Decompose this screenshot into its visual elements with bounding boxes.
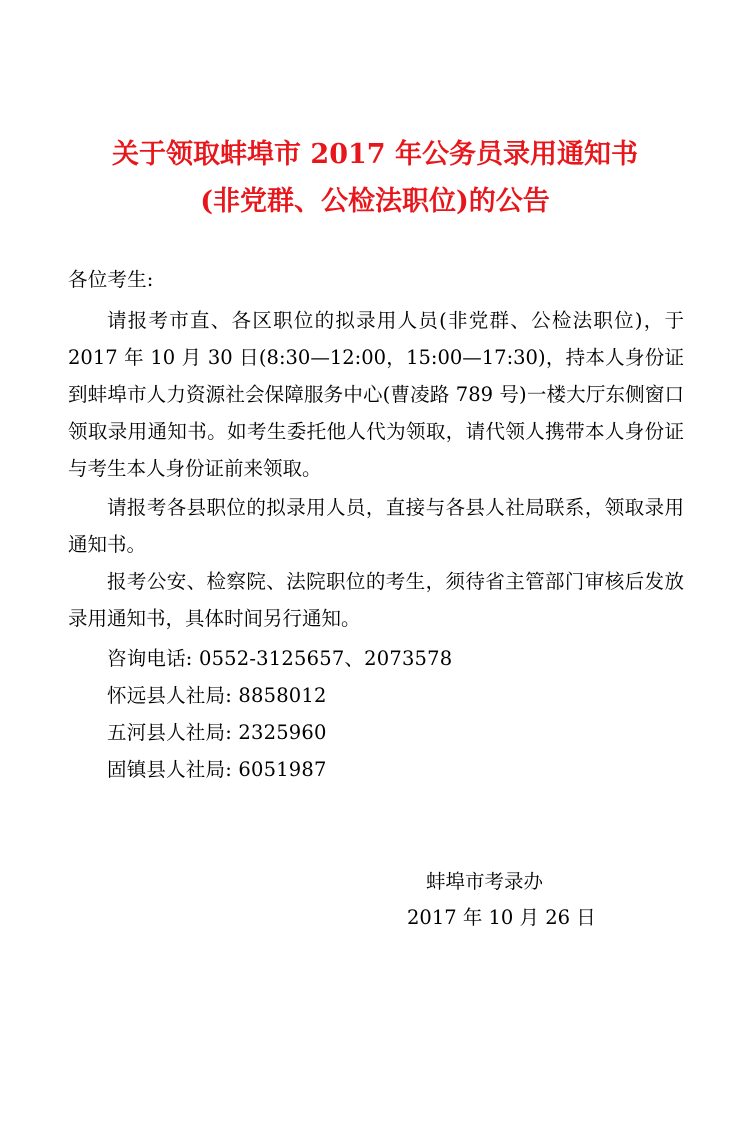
paragraph-2: 请报考各县职位的拟录用人员，直接与各县人社局联系，领取录用通知书。 [68, 496, 684, 556]
document-title-line-1: 关于领取蚌埠市 2017 年公务员录用通知书 [112, 139, 638, 170]
contact-guzhen: 固镇县人社局: 6051987 [107, 758, 327, 781]
salutation: 各位考生: [68, 268, 154, 291]
paragraph-3: 报考公安、检察院、法院职位的考生，须待省主管部门审核后发放录用通知书，具体时间另行通知。 [68, 570, 684, 630]
signature: 蚌埠市考录办 [426, 870, 544, 893]
paragraph-1: 请报考市直、各区职位的拟录用人员(非党群、公检法职位)，于 2017 年 10 月 30 日(8:30—12:00，15:00—17:30)，持本人身份证到蚌埠市人力资源社会保障服务中心(曹凌路 789 号)一楼大厅东侧窗口领取录用通知书。如考生委托他人代为领取，请代领人携带本人身份证与考生本人身份证前来领取。 [68, 309, 684, 480]
contact-phone: 咨询电话: 0552-3125657、2073578 [107, 647, 453, 670]
issue-date: 2017 年 10 月 26 日 [407, 906, 596, 929]
contact-wuhe: 五河县人社局: 2325960 [107, 721, 327, 744]
document-title-line-2: (非党群、公检法职位)的公告 [200, 186, 550, 217]
contact-huaiyuan: 怀远县人社局: 8858012 [107, 684, 327, 707]
